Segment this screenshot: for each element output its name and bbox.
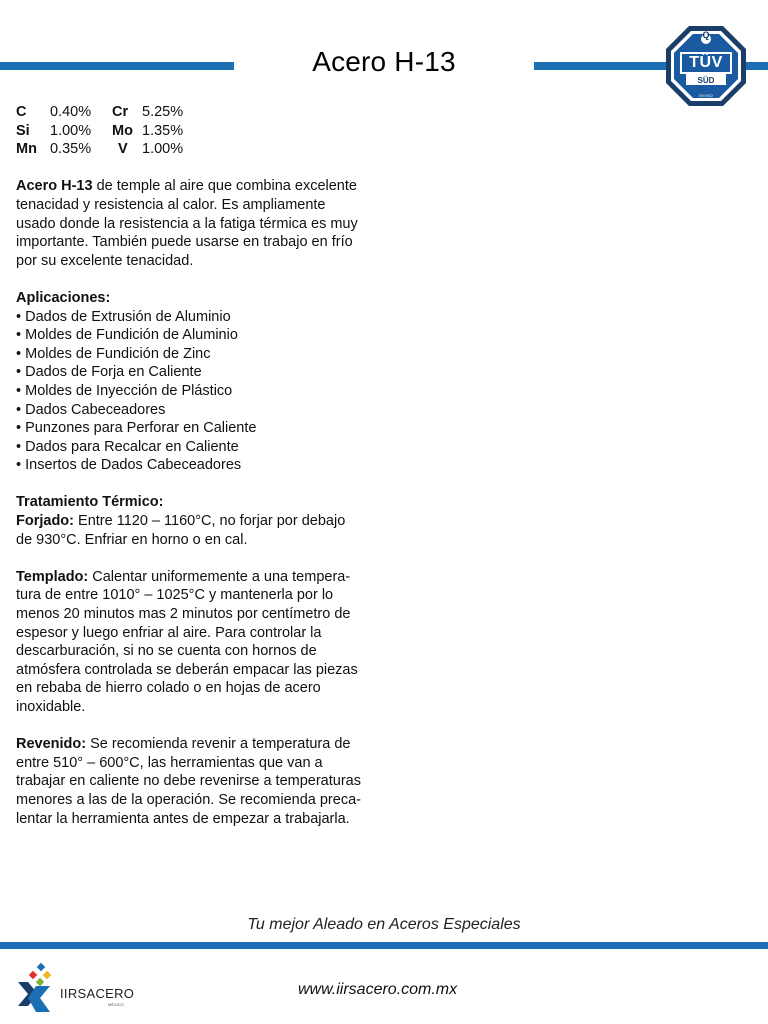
element-symbol: Mo [112,122,133,139]
intro-lead: Acero H-13 [16,178,93,195]
intro-line: por su excelente tenacidad. [16,252,194,269]
list-item: • Dados Cabeceadores [16,401,378,420]
applications-heading: Aplicaciones: [16,289,111,306]
badge-std-text: EN ISO [699,93,713,98]
element-symbol: Cr [112,104,129,120]
list-item: • Dados de Forja en Caliente [16,363,378,382]
element-symbol: Mn [16,141,37,158]
composition-table [16,103,378,159]
element-value: 5.25% [142,104,184,120]
element-symbol: V [118,141,128,158]
applications-list [16,308,378,475]
intro-line: importante. También puede usarse en trabajo en frío [16,234,353,251]
applications-section [16,289,378,475]
tagline: Tu mejor Aleado en Aceros Especiales [247,916,521,933]
logo-subtext: MÉXICO [108,1002,124,1007]
iirsacero-logo-icon [16,962,56,1014]
logo-text: IIRSACERO [60,986,135,1001]
element-value: 0.35% [50,141,92,158]
element-value: 1.35% [142,122,184,139]
list-item: • Moldes de Fundición de Zinc [16,345,378,364]
revenido-line: menores a las de la operación. Se recomienda preca- [16,791,361,808]
templado-line: descarburación, si no se cuenta con hornos de [16,643,317,660]
templado-line: Calentar uniformemente a una tempera- [88,568,351,585]
forjado-label: Forjado: [16,513,74,530]
templado-line: inoxidable. [16,699,86,715]
intro-line: tenacidad y resistencia al calor. Es ampliamente [16,196,326,213]
list-item: • Punzones para Perforar en Caliente [16,419,378,438]
revenido-line: Se recomienda revenir a temperatura de [86,736,351,753]
templado-line: en rebaba de hierro colado o en hojas de acero [16,680,321,697]
revenido-paragraph [16,735,378,828]
forjado-line: de 930°C. Enfriar en horno o en cal. [16,531,248,548]
badge-sub-text: SÜD [697,76,715,85]
list-item: • Dados para Recalcar en Caliente [16,438,378,457]
revenido-line: entre 510° – 600°C, las herramientas que van a [16,754,323,771]
website-link[interactable]: www.iirsacero.com.mx [298,981,458,998]
footer-bar [0,942,768,949]
tuv-sud-certification-badge [664,24,748,108]
badge-top-mark: Q [702,30,710,40]
main-content [16,103,378,828]
treatment-heading: Tratamiento Térmico: [16,494,164,511]
forjado-line: Entre 1120 – 1160°C, no forjar por debajo [74,513,346,530]
badge-main-text: TÜV [689,54,723,71]
templado-line: menos 20 minutos mas 2 minutos por centímetro de [16,606,351,623]
element-value: 1.00% [142,141,184,158]
revenido-line: trabajar en caliente no debe revenirse a temperaturas [16,773,361,790]
revenido-line: lentar la herramienta antes de empezar a trabajarla. [16,810,350,827]
element-value: 1.00% [50,122,92,139]
list-item: • Moldes de Fundición de Aluminio [16,326,378,345]
intro-paragraph [16,177,378,270]
templado-label: Templado: [16,568,89,585]
header-bar-left [0,62,234,70]
intro-line: usado donde la resistencia a la fatiga térmica es muy [16,215,358,232]
element-symbol: C [16,104,27,120]
intro-line: de temple al aire que combina excelente [92,178,357,195]
page-title: Acero H-13 [312,46,456,77]
list-item: • Insertos de Dados Cabeceadores [16,456,378,475]
templado-line: atmósfera controlada se deberán empacar las piezas [16,661,358,678]
list-item: • Moldes de Inyección de Plástico [16,382,378,401]
templado-paragraph [16,568,378,717]
revenido-label: Revenido: [16,736,87,753]
element-value: 0.40% [50,104,92,120]
treatment-section [16,493,378,549]
templado-line: tura de entre 1010° – 1025°C y mantenerla por lo [16,587,334,604]
templado-line: espesor y luego enfriar al aire. Para controlar la [16,624,322,641]
element-symbol: Si [16,122,30,139]
list-item: • Dados de Extrusión de Aluminio [16,308,378,327]
